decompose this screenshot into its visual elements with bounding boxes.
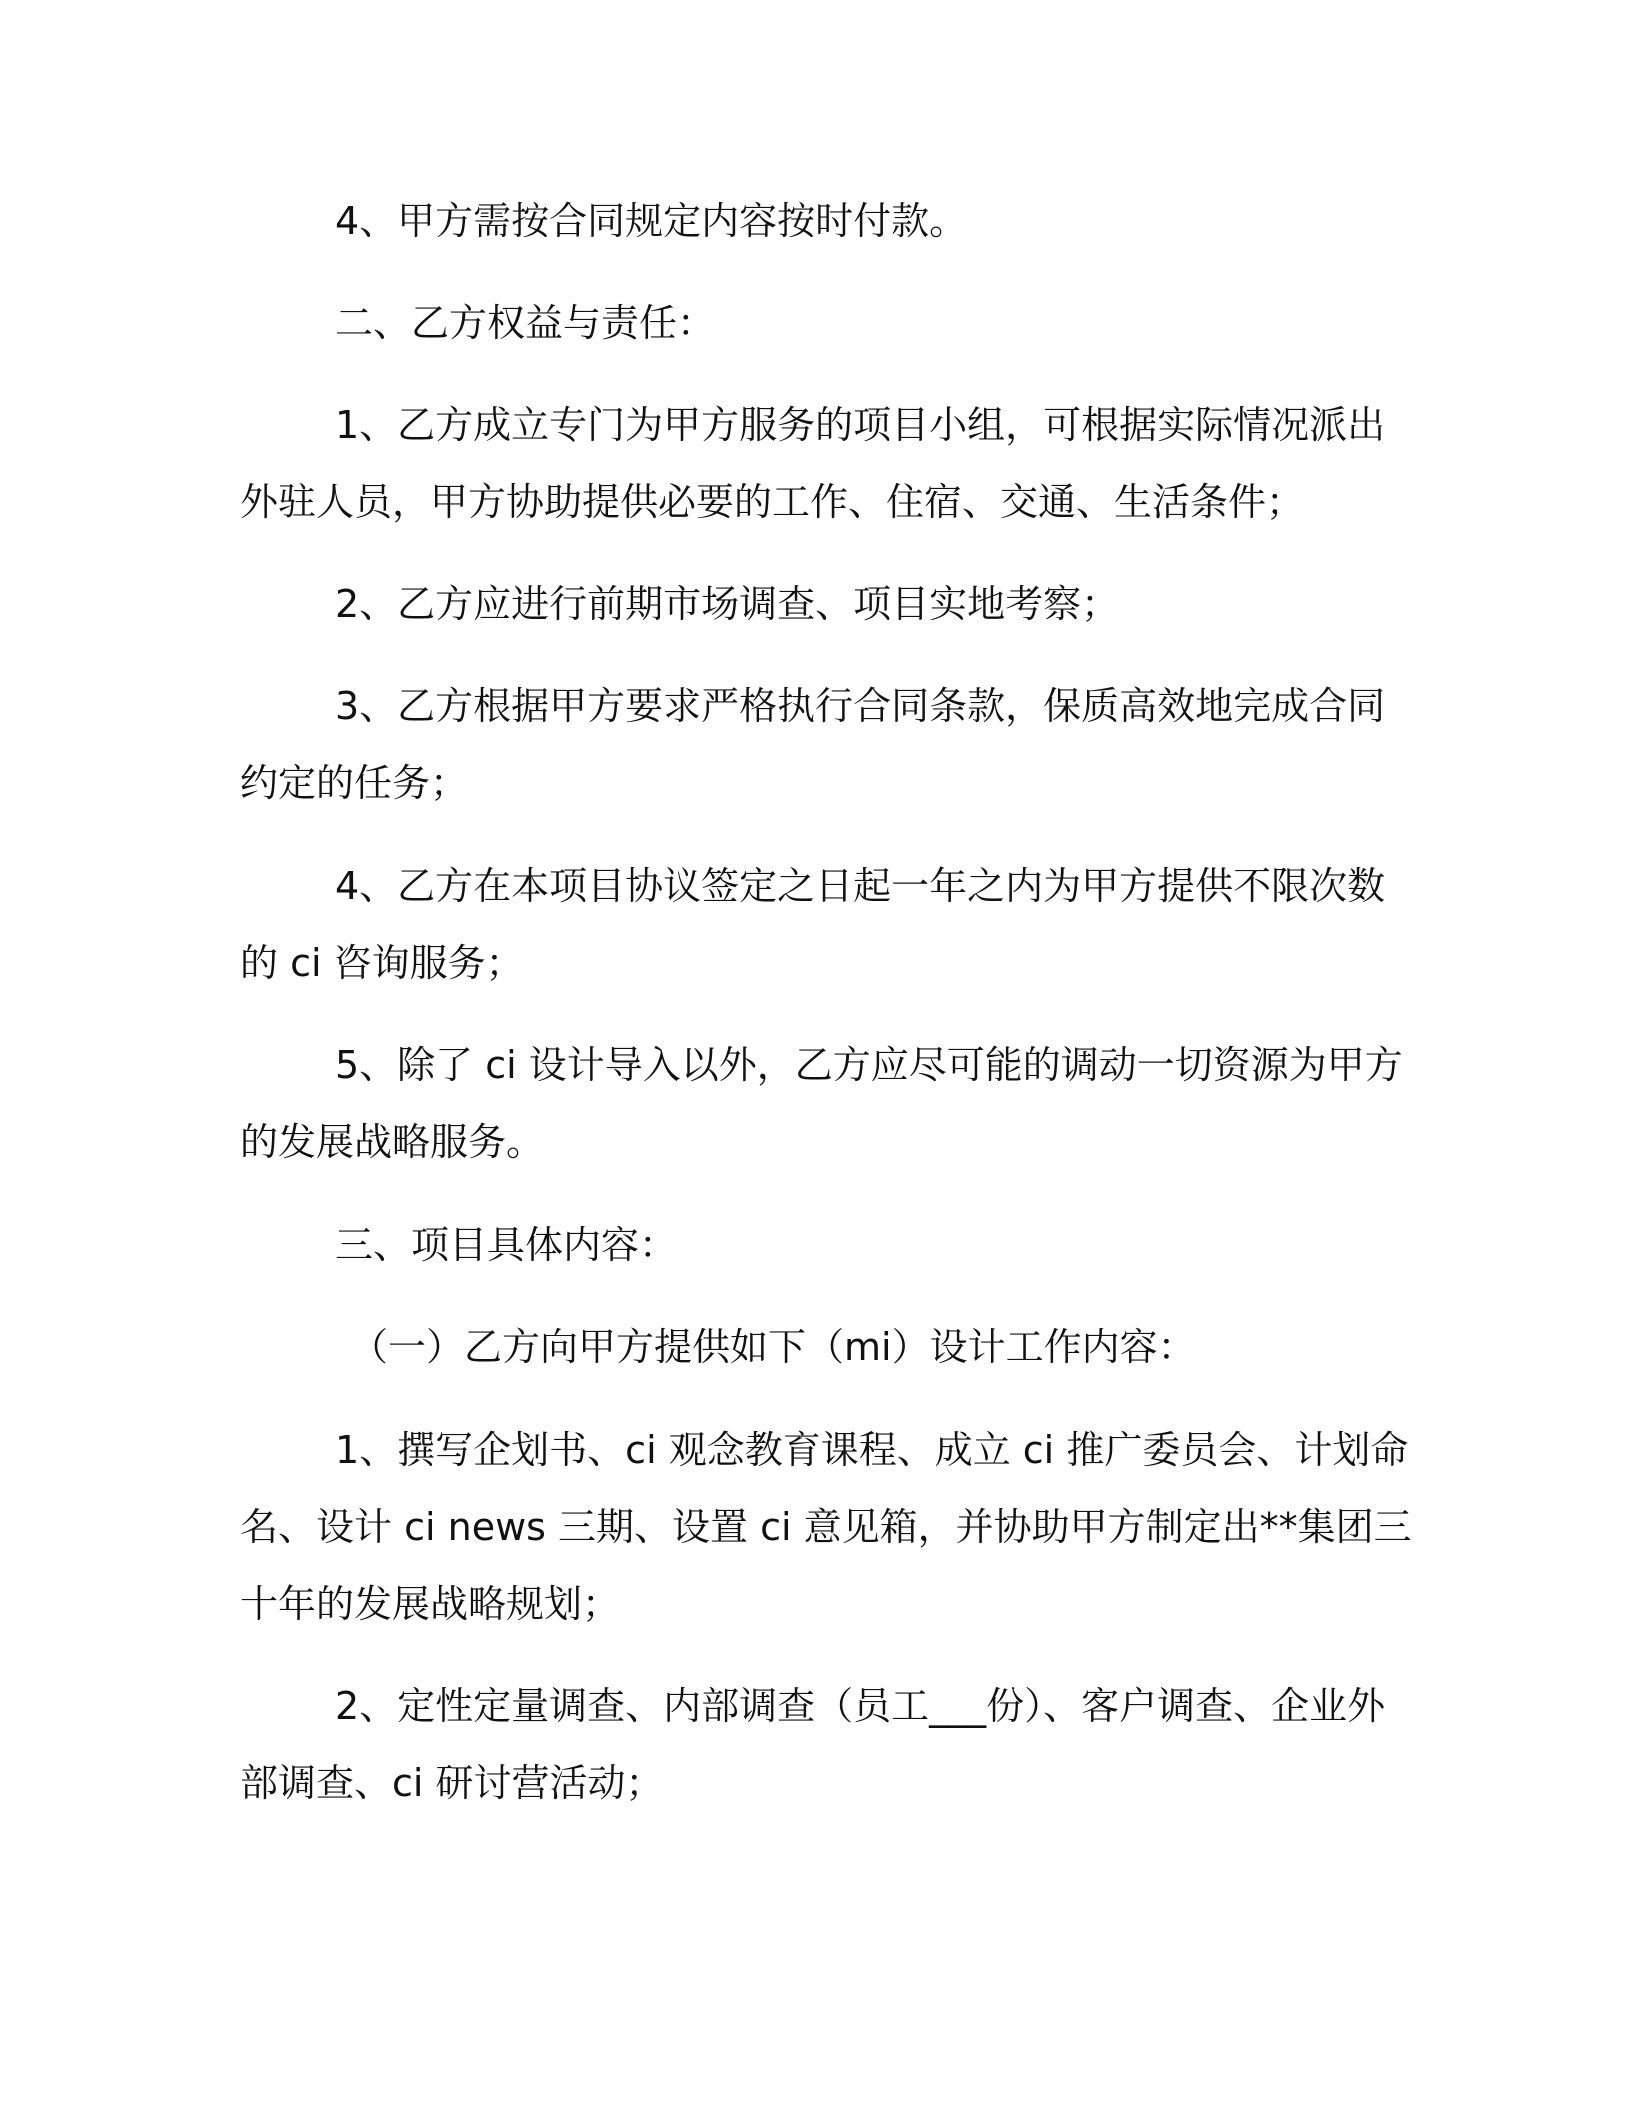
text-line: 5、除了 ci 设计导入以外，乙方应尽可能的调动一切资源为甲方 [335,1043,1403,1087]
subsection-heading-1 [240,1309,1385,1386]
paragraph-a4-payment [240,183,1385,260]
text-line: （一）乙方向甲方提供如下（mi）设计工作内容： [350,1325,1196,1369]
text-line: 4、乙方在本项目协议签定之日起一年之内为甲方提供不限次数 [335,864,1386,908]
paragraph-b3 [240,668,1385,822]
text-line: 部调查、ci 研讨营活动； [240,1761,664,1805]
section-heading-2 [240,285,1385,362]
text-line: 的 ci 咨询服务； [240,941,524,985]
text-line: 2、乙方应进行前期市场调查、项目实地考察； [335,582,1120,626]
text-line: 4、甲方需按合同规定内容按时付款。 [335,199,968,243]
text-line: 的发展战略服务。 [240,1120,545,1164]
section-heading-3 [240,1207,1385,1284]
paragraph-b2 [240,566,1385,643]
text-line: 1、撰写企划书、ci 观念教育课程、成立 ci 推广委员会、计划命 [335,1428,1409,1472]
paragraph-b5 [240,1027,1403,1181]
paragraph-b4 [240,848,1385,1002]
text-line: 十年的发展战略规划； [240,1582,621,1626]
text-line: 约定的任务； [240,761,469,805]
text-line: 3、乙方根据甲方要求严格执行合同条款，保质高效地完成合同 [335,684,1386,728]
text-line: 2、定性定量调查、内部调查（员工___份）、客户调查、企业外 [335,1684,1386,1728]
text-line: 二、乙方权益与责任： [335,301,716,345]
text-line: 1、乙方成立专门为甲方服务的项目小组，可根据实际情况派出 [335,403,1386,447]
text-line: 名、设计 ci news 三期、设置 ci 意见箱，并协助甲方制定出**集团三 [240,1505,1412,1549]
paragraph-c1 [240,1412,1412,1643]
text-line: 三、项目具体内容： [335,1223,678,1267]
text-line: 外驻人员，甲方协助提供必要的工作、住宿、交通、生活条件； [240,480,1305,524]
paragraph-b1 [240,387,1385,541]
paragraph-c2 [240,1668,1385,1822]
